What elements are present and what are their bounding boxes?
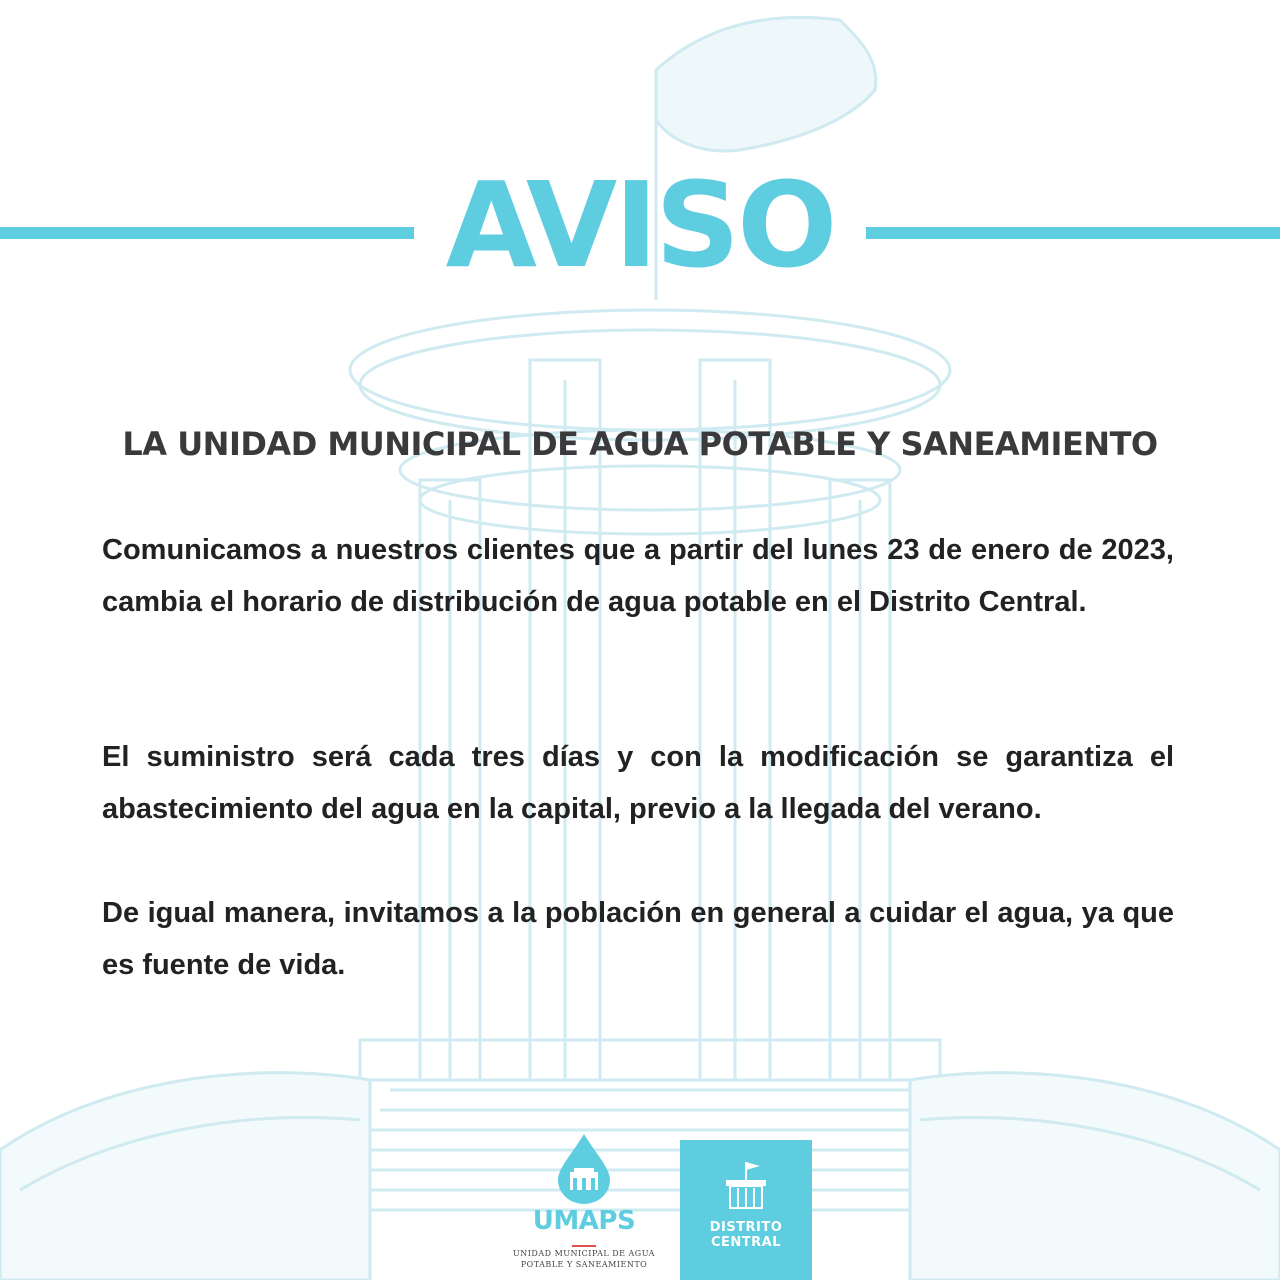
organization-heading: LA UNIDAD MUNICIPAL DE AGUA POTABLE Y SANEAMIENTO (122, 425, 1158, 463)
umaps-logo-subtitle-line1: UNIDAD MUNICIPAL DE AGUA (513, 1249, 655, 1258)
title-rule-left (0, 227, 414, 239)
distrito-central-line1: DISTRITO (709, 1220, 783, 1235)
monument-icon (680, 1140, 812, 1220)
notice-title: AVISO (445, 156, 835, 294)
title-rule-right (866, 227, 1280, 239)
notice-paragraph-3: De igual manera, invitamos a la población en general a cuidar el agua, ya que es fuente de vida. (102, 897, 1174, 981)
distrito-central-line2: CENTRAL (710, 1235, 782, 1250)
umaps-logo-divider (572, 1245, 596, 1247)
distrito-central-logo (680, 1140, 812, 1280)
notice-paragraph-1: Comunicamos a nuestros clientes que a partir del lunes 23 de enero de 2023, cambia el horario de distribución de agua potable en el Distrito Central. (102, 534, 1174, 618)
umaps-logo-subtitle-line2: POTABLE Y SANEAMIENTO (520, 1260, 648, 1269)
water-drop-icon (556, 1132, 612, 1204)
notice-paragraph-2: El suministro será cada tres días y con la modificación se garantiza el abastecimiento del agua en la capital, previo a la llegada del verano. (102, 741, 1174, 825)
umaps-logo-name: UMAPS (532, 1206, 636, 1236)
